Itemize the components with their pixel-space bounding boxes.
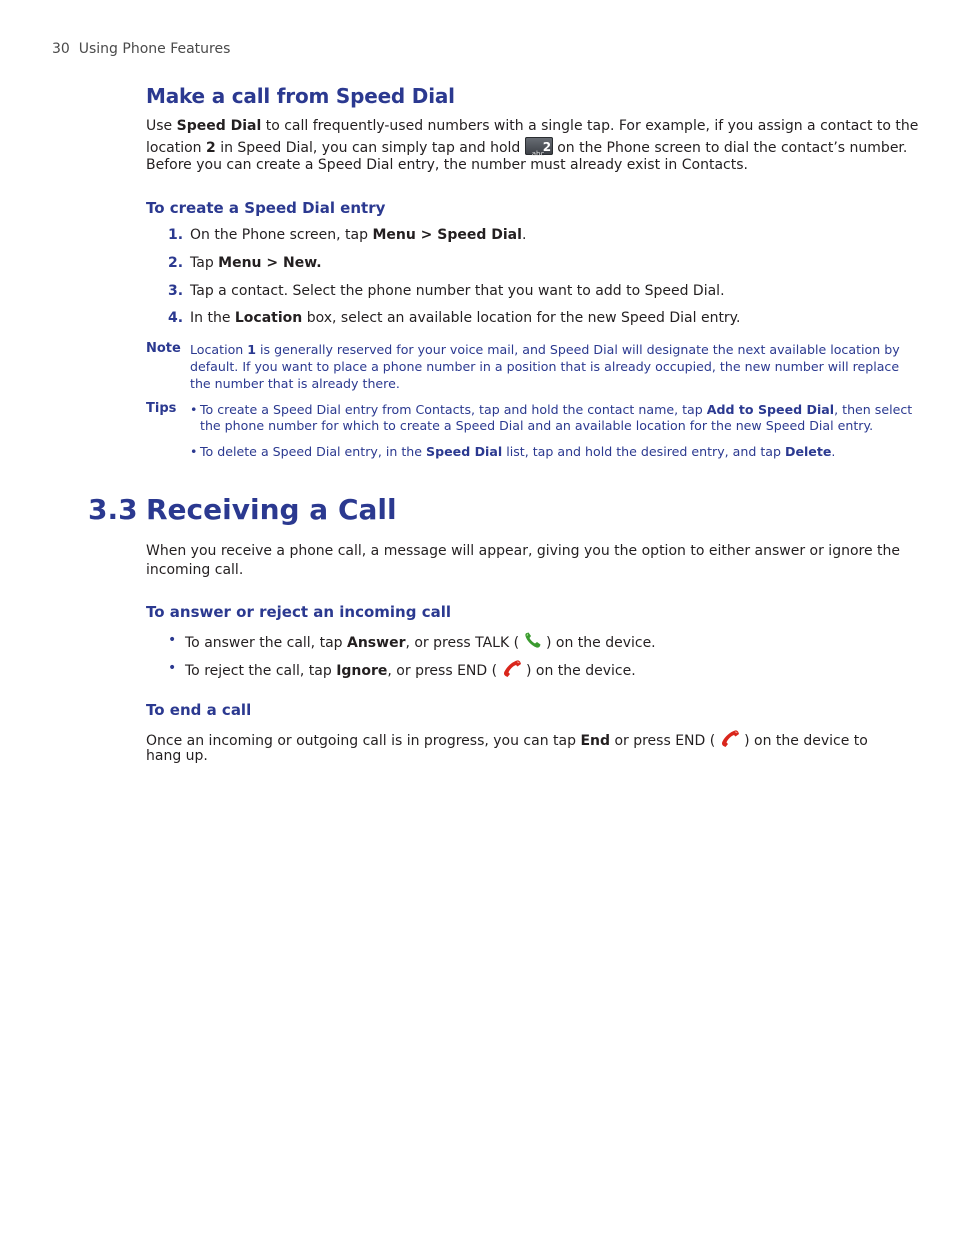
note-line-1: Location 1 is generally reserved for your voice mail, and Speed Dial will designate the next available location by (190, 342, 900, 357)
step-4: 4. In the Location box, select an available location for the new Speed Dial entry. (168, 310, 741, 326)
speed-dial-key-icon: abc 2 (525, 137, 553, 155)
running-header-section: Using Phone Features (78, 41, 231, 57)
speed-dial-intro-line-2: location 2 in Speed Dial, you can simply tap and hold abc 2 on the Phone screen to dial the contact’s number. (146, 137, 907, 158)
end-call-line-1: Once an incoming or outgoing call is in progress, you can tap End or press END ( ) on the device to (146, 729, 868, 753)
answer-reject-heading: To answer or reject an incoming call (146, 603, 451, 621)
running-header (52, 41, 230, 57)
answer-bullet: • (168, 632, 177, 648)
tip-1-bullet: • (190, 402, 198, 417)
answer-instruction: To answer the call, tap Answer, or press TALK ( ) on the device. (185, 631, 656, 655)
section-title: Receiving a Call (146, 493, 397, 526)
receiving-intro-line-1: When you receive a phone call, a message will appear, giving you the option to either answer or ignore the (146, 543, 901, 559)
end-phone-icon (502, 659, 522, 683)
note-label: Note (146, 341, 181, 356)
step-3: 3. Tap a contact. Select the phone number that you want to add to Speed Dial. (168, 283, 725, 299)
talk-phone-icon (524, 631, 542, 655)
end-phone-icon (720, 729, 740, 753)
speed-dial-intro-line-3: Before you can create a Speed Dial entry, the number must already exist in Contacts. (146, 157, 748, 173)
step-2: 2. Tap Menu > New. (168, 255, 322, 271)
tip-1-line-1: To create a Speed Dial entry from Contacts, tap and hold the contact name, tap Add to Speed Dial, then select (200, 402, 913, 417)
tip-2-bullet: • (190, 444, 198, 459)
receiving-intro-line-2: incoming call. (146, 562, 244, 578)
speed-dial-heading: Make a call from Speed Dial (146, 84, 455, 108)
section-number: 3.3 (88, 493, 138, 526)
tip-1-line-2: the phone number for which to create a Speed Dial and an available location for the new Speed Dial entry. (200, 418, 874, 433)
tips-label: Tips (146, 401, 177, 416)
end-call-heading: To end a call (146, 701, 252, 719)
note-line-3: the number that is already there. (190, 376, 400, 391)
reject-instruction: To reject the call, tap Ignore, or press END ( ) on the device. (185, 659, 636, 683)
speed-dial-intro-line-1: Use Speed Dial to call frequently-used numbers with a single tap. For example, if you assign a contact to the (146, 118, 919, 134)
create-speed-dial-heading: To create a Speed Dial entry (146, 199, 386, 217)
note-line-2: default. If you want to place a phone number in a position that is already occupied, the new number will replace (190, 359, 900, 374)
page-number: 30 (52, 41, 70, 57)
end-call-line-2: hang up. (146, 748, 208, 764)
reject-bullet: • (168, 660, 177, 676)
tip-2-line: To delete a Speed Dial entry, in the Speed Dial list, tap and hold the desired entry, and tap Delete. (200, 444, 836, 459)
section-heading-receiving-call (88, 493, 397, 526)
step-1: 1. On the Phone screen, tap Menu > Speed Dial. (168, 227, 527, 243)
